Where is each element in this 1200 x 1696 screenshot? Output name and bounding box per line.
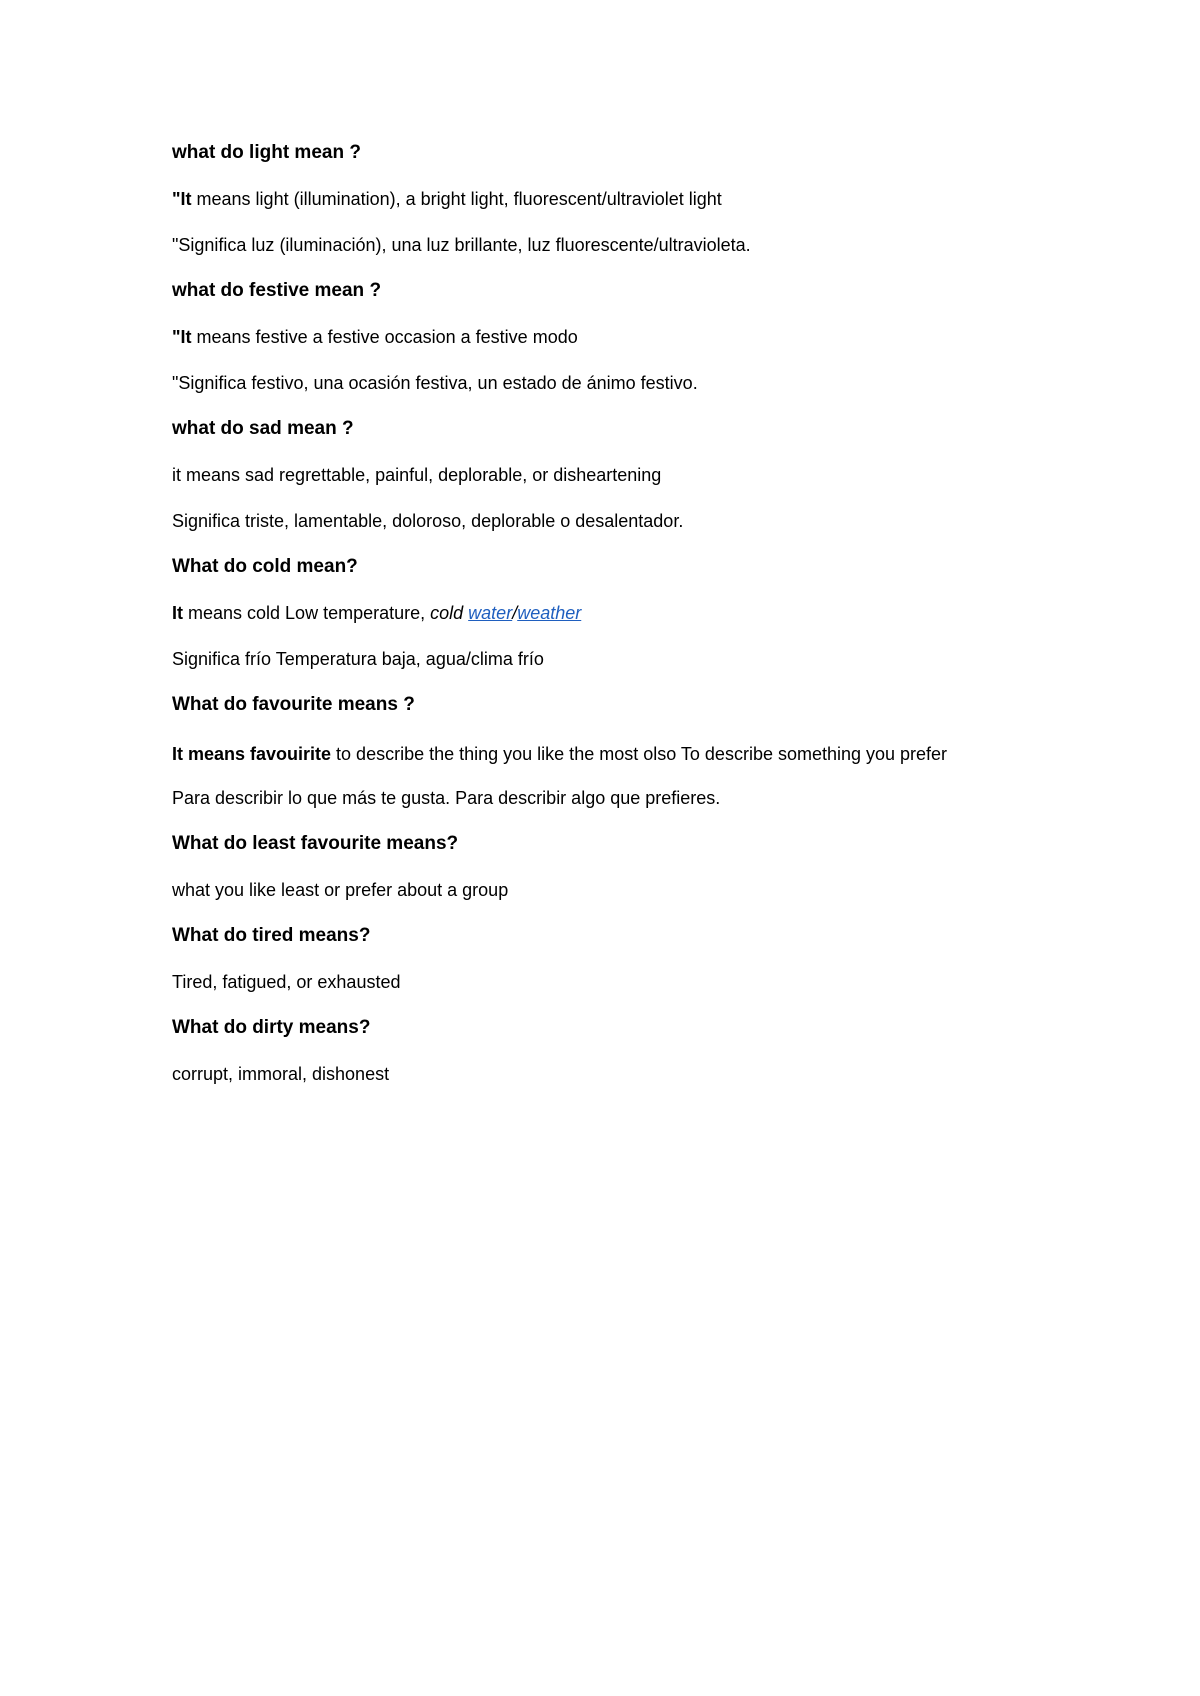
slash-separator: / [512,603,518,623]
question-heading-least-favourite: What do least favourite means? [172,833,459,854]
answer-prefix: "It [172,189,192,209]
question-heading-festive: what do festive mean ? [172,280,382,301]
answer-text: means festive a festive occasion a festive modo [191,327,578,347]
english-answer-festive [172,324,1022,350]
spanish-answer-favourite: Para describir lo que más te gusta. Para describir algo que prefieres. [172,788,721,808]
question-heading-light: what do light mean ? [172,142,361,163]
answer-prefix: It means favouirite [172,744,332,764]
link-water[interactable]: water [468,603,513,623]
spanish-answer-cold: Significa frío Temperatura baja, agua/clima frío [172,649,544,669]
document-body [172,140,1022,1107]
english-answer-tired: Tired, fatigued, or exhausted [172,972,401,992]
spanish-answer-light: "Significa luz (iluminación), una luz brillante, luz fluorescente/ultravioleta. [172,235,751,255]
answer-text: means light (illumination), a bright light, fluorescent/ultraviolet light [191,189,722,209]
answer-text: to describe the thing you like the most olso To describe something you prefer [331,744,948,764]
spanish-answer-sad: Significa triste, lamentable, doloroso, deplorable o desalentador. [172,511,684,531]
answer-prefix: It [172,603,183,623]
answer-text: means cold Low temperature, [183,603,431,623]
english-answer-favourite [172,738,1022,770]
english-answer-sad: it means sad regrettable, painful, deplorable, or disheartening [172,465,662,485]
answer-prefix: "It [172,327,192,347]
question-heading-tired: What do tired means? [172,925,371,946]
english-answer-dirty: corrupt, immoral, dishonest [172,1064,390,1084]
english-answer-cold [172,600,1022,626]
italic-example: cold [430,603,464,623]
question-heading-dirty: What do dirty means? [172,1017,371,1038]
question-heading-cold: What do cold mean? [172,556,358,577]
english-answer-least-favourite: what you like least or prefer about a group [172,880,509,900]
link-weather[interactable]: weather [517,603,582,623]
question-heading-favourite: What do favourite means ? [172,694,415,715]
spanish-answer-festive: "Significa festivo, una ocasión festiva, un estado de ánimo festivo. [172,373,698,393]
english-answer-light [172,186,1022,212]
question-heading-sad: what do sad mean ? [172,418,354,439]
